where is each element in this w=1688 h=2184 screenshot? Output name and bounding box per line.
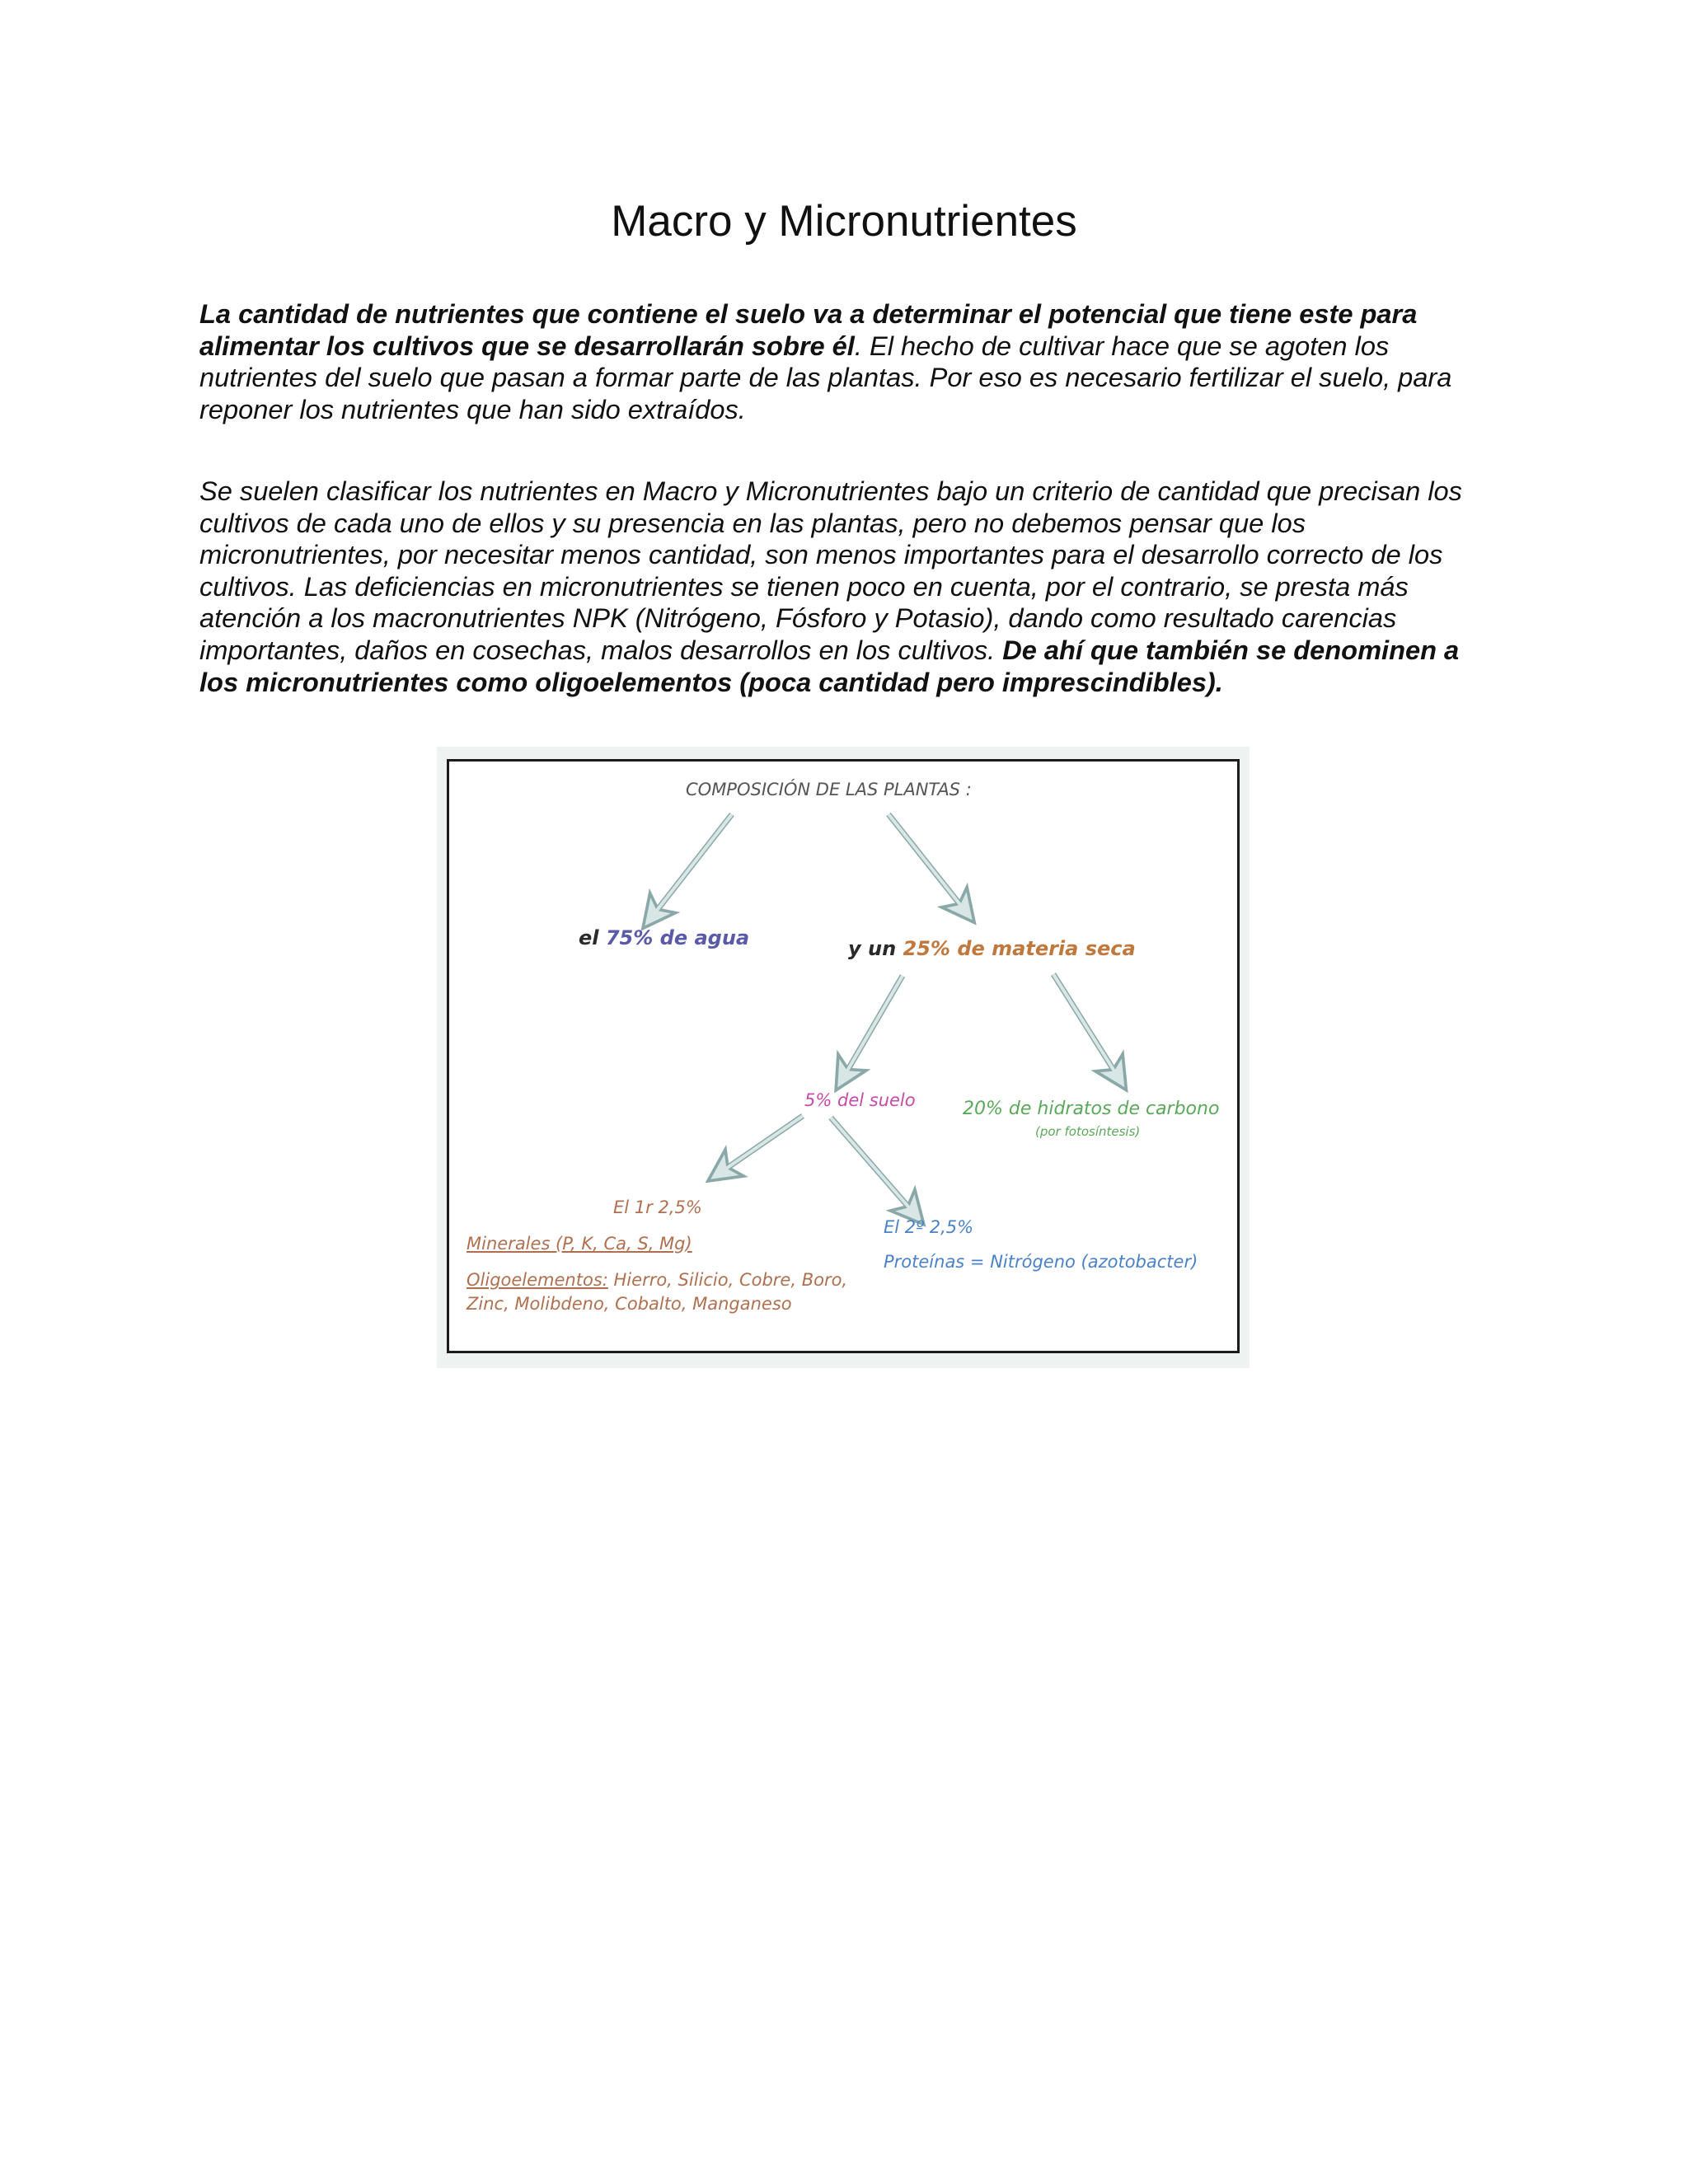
page-title: Macro y Micronutrientes bbox=[611, 197, 1077, 246]
oligo-line-1: Oligoelementos: Hierro, Silicio, Cobre, Boro, bbox=[467, 1270, 848, 1290]
paragraph-classification-bold: De ahí que también se denominen a los micronutrientes como oligoelementos (poca cantidad pero imprescindibles). bbox=[199, 634, 1460, 697]
minerals-label: Minerales (P, K, Ca, S, Mg) bbox=[467, 1234, 692, 1254]
plant-composition-figure bbox=[437, 747, 1250, 1368]
first-half-label: El 1r 2,5% bbox=[613, 1197, 702, 1217]
diagram-arrows bbox=[653, 814, 1118, 1212]
oligo-line-2: Zinc, Molibdeno, Cobalto, Manganeso bbox=[467, 1294, 792, 1314]
second-half-label: El 2º 2,5% bbox=[884, 1217, 974, 1237]
diagram-title: COMPOSICIÓN DE LAS PLANTAS : bbox=[686, 780, 972, 799]
proteins-label: Proteínas = Nitrógeno (azotobacter) bbox=[884, 1252, 1198, 1272]
paragraph-classification bbox=[199, 476, 1502, 698]
carbs-note: (por fotosíntesis) bbox=[1035, 1124, 1141, 1139]
dry-matter-label: y un 25% de materia seca bbox=[848, 937, 1136, 960]
carbs-label: 20% de hidratos de carbono bbox=[963, 1099, 1220, 1119]
paragraph-intro-rest: . El hecho de cultivar hace que se agoten los nutrientes del suelo que pasan a formar parte de las plantas. Por eso es necesario fertilizar el suelo, para reponer los nutrientes que han sido extraídos. bbox=[199, 330, 1452, 424]
water-label: el 75% de agua bbox=[579, 926, 750, 949]
paragraph-intro bbox=[199, 298, 1502, 425]
soil-label: 5% del suelo bbox=[804, 1090, 916, 1110]
paragraph-classification-text: Se suelen clasificar los nutrientes en Macro y Micronutrientes bajo un criterio de cantidad que precisan los cultivos de cada uno de ellos y su presencia en las plantas, pero no debemos pensar que los micronutrientes, por necesitar menos cantidad, son menos importantes para el desarrollo correcto de los cultivos. Las deficiencias en micronutrientes se tienen poco en cuenta, por el contrario, se presta más atención a los macronutrientes NPK (Nitrógeno, Fósforo y Potasio), dando como resultado carencias importantes, daños en cosechas, malos desarrollos en los cultivos. bbox=[199, 476, 1462, 665]
paragraph-intro-bold: La cantidad de nutrientes que contiene el suelo va a determinar el potencial que tiene este para alimentar los cultivos que se desarrollarán sobre él bbox=[199, 298, 1418, 361]
plant-composition-diagram bbox=[437, 747, 1250, 1368]
